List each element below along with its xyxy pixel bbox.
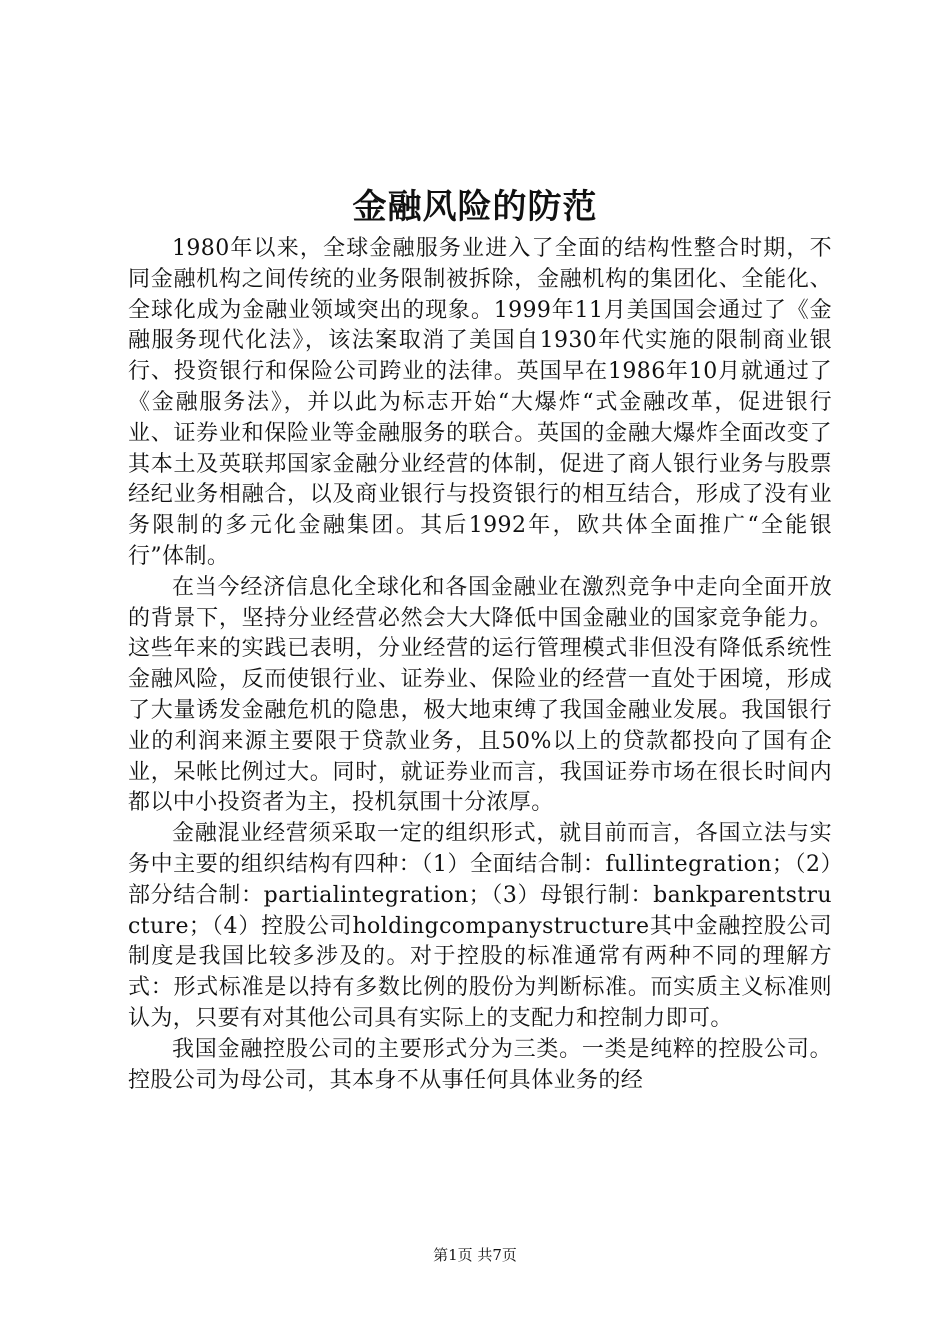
paragraph-2: 在当今经济信息化全球化和各国金融业在激烈竞争中走向全面开放的背景下，坚持分业经营必然会大大降低中国金融业的国家竞争能力。这些年来的实践已表明，分业经营的运行管理模式非但没有降低系统性金融风险，反而使银行业、证券业、保险业的经营一直处于困境，形成了大量诱发金融危机的隐患，极大地束缚了我国金融业发展。我国银行业的利润来源主要限于贷款业务，且50%以上的贷款都投向了国有企业，呆帐比例过大。同时，就证券业而言，我国证券市场在很长时间内都以中小投资者为主，投机氛围十分浓厚。 [128,574,832,816]
document-body [128,234,832,1096]
paragraph-4: 我国金融控股公司的主要形式分为三类。一类是纯粹的控股公司。控股公司为母公司，其本身不从事任何具体业务的经 [128,1036,832,1093]
page-footer: 第1页 共7页 [433,1246,517,1264]
paragraph-3: 金融混业经营须采取一定的组织形式，就目前而言，各国立法与实务中主要的组织结构有四种：（1）全面结合制：fullintegration；（2）部分结合制：partialintegration；（3）母银行制：bankparentstructure；（4）控股公司holdingcompanystructure其中金融控股公司制度是我国比较多涉及的。对于控股的标准通常有两种不同的理解方式：形式标准是以持有多数比例的股份为判断标准。而实质主义标准则认为，只要有对其他公司具有实际上的支配力和控制力即可。 [128,821,832,1031]
document-title: 金融风险的防范 [352,187,598,227]
paragraph-1: 1980年以来，全球金融服务业进入了全面的结构性整合时期，不同金融机构之间传统的业务限制被拆除，金融机构的集团化、全能化、全球化成为金融业领域突出的现象。1999年11月美国国会通过了《金融服务现代化法》，该法案取消了美国自1930年代实施的限制商业银行、投资银行和保险公司跨业的法律。英国早在1986年10月就通过了《金融服务法》，并以此为标志开始“大爆炸“式金融改革，促进银行业、证券业和保险业等金融服务的联合。英国的金融大爆炸全面改变了其本土及英联邦国家金融分业经营的体制，促进了商人银行业务与股票经纪业务相融合，以及商业银行与投资银行的相互结合，形成了没有业务限制的多元化金融集团。其后1992年，欧共体全面推广“全能银行”体制。 [128,236,832,569]
